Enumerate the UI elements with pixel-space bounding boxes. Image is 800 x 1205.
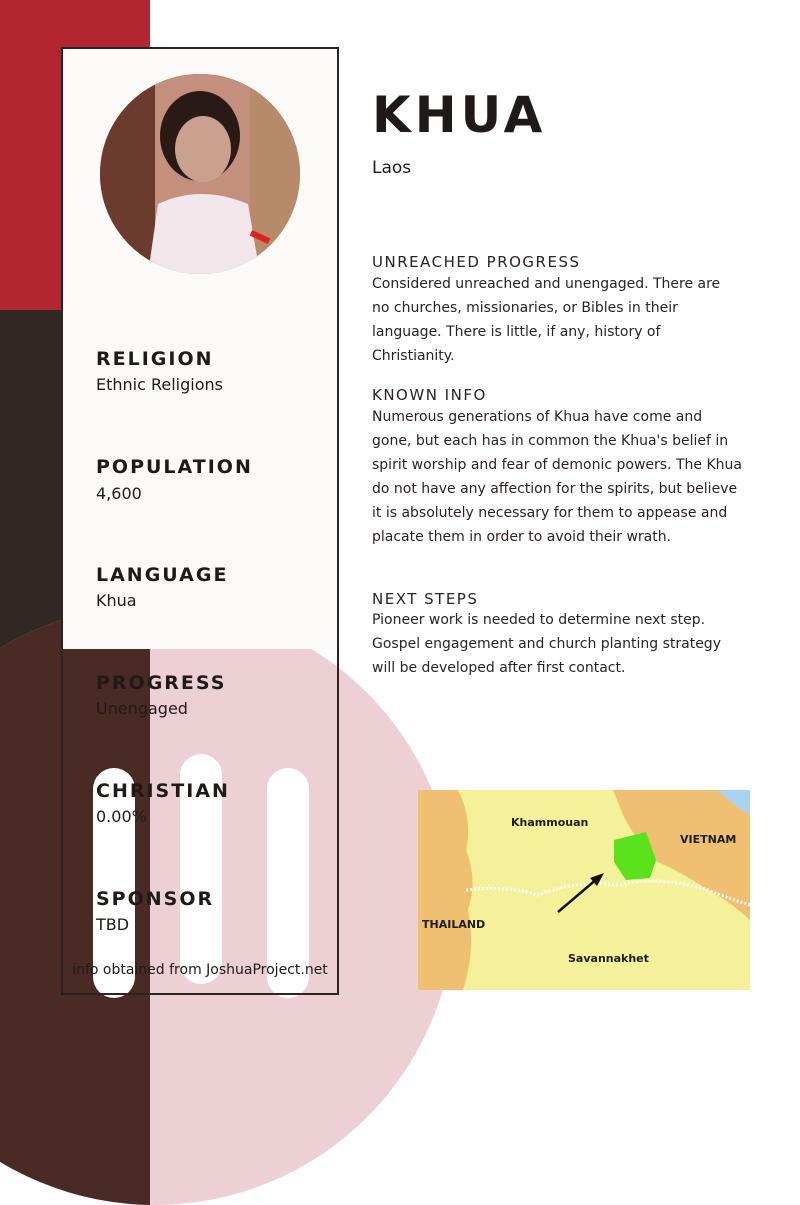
- map-label-savannakhet: Savannakhet: [568, 952, 649, 965]
- sponsor-label: SPONSOR: [96, 888, 215, 910]
- religion-label: RELIGION: [96, 348, 214, 370]
- next-steps-heading: NEXT STEPS: [372, 590, 479, 608]
- profile-photo: [100, 74, 300, 274]
- map-label-vietnam: VIETNAM: [680, 833, 737, 846]
- progress-label: PROGRESS: [96, 672, 227, 694]
- population-value: 4,600: [96, 484, 142, 503]
- unreached-progress-heading: UNREACHED PROGRESS: [372, 253, 581, 271]
- map-label-khammouan: Khammouan: [511, 816, 589, 829]
- christian-label: CHRISTIAN: [96, 780, 230, 802]
- christian-value: 0.00%: [96, 807, 147, 826]
- source-note: info obtained from JoshuaProject.net: [72, 962, 328, 978]
- language-label: LANGUAGE: [96, 564, 229, 586]
- map-label-thailand: THAILAND: [422, 918, 486, 931]
- language-value: Khua: [96, 591, 137, 610]
- page-title: KHUA: [372, 86, 547, 144]
- country-subtitle: Laos: [372, 158, 412, 178]
- known-info-heading: KNOWN INFO: [372, 386, 487, 404]
- region-map: [418, 790, 750, 990]
- map-thailand-region: [418, 790, 473, 990]
- child-portrait-image: [100, 74, 300, 274]
- population-label: POPULATION: [96, 456, 253, 478]
- next-steps-body: Pioneer work is needed to determine next step. Gospel engagement and church planting strategy will be developed after first contact.: [372, 612, 721, 676]
- unreached-progress-body: Considered unreached and unengaged. There are no churches, missionaries, or Bibles in their language. There is little, if any, history of Christianity.: [372, 276, 721, 364]
- known-info-body: Numerous generations of Khua have come and gone, but each has in common the Khua's belief in spirit worship and fear of demonic powers. The Khua do not have any affection for the spirits, but believe it is absolutely necessary for them to appease and placate them in order to avoid their wrath.: [372, 409, 742, 545]
- progress-value: Unengaged: [96, 699, 188, 718]
- sponsor-value: TBD: [96, 915, 130, 934]
- religion-value: Ethnic Religions: [96, 375, 223, 394]
